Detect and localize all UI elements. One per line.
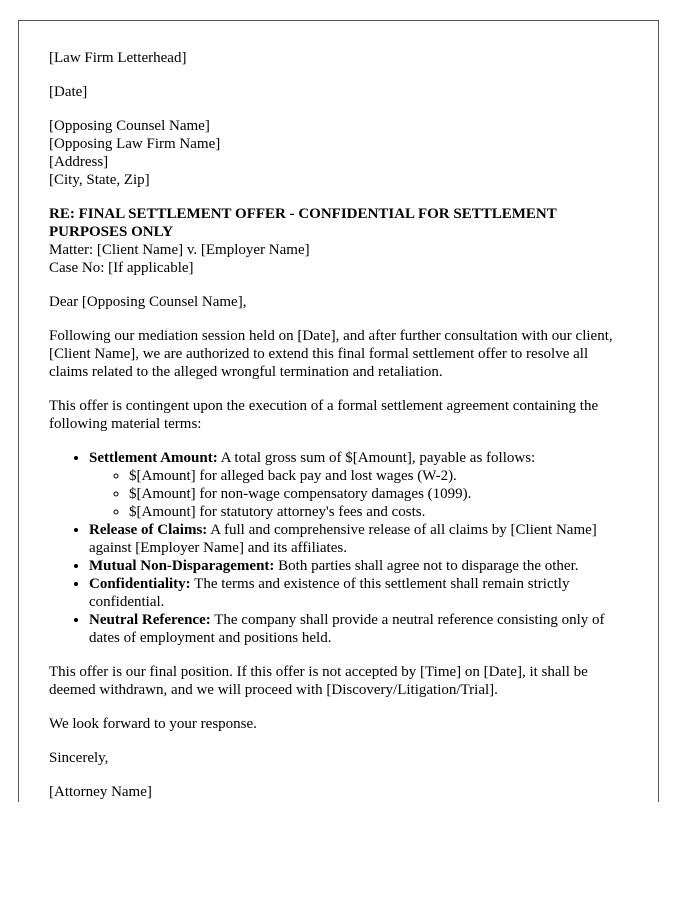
- term-label: Mutual Non-Disparagement:: [89, 558, 275, 574]
- recipient-name: [Opposing Counsel Name]: [49, 118, 210, 134]
- letterhead: [Law Firm Letterhead]: [49, 50, 187, 66]
- term-text: The terms and existence of this settlement shall remain strictly confidential.: [89, 576, 570, 610]
- list-item: ◦ $[Amount] for statutory attorney's fees and costs.: [129, 503, 628, 521]
- settlement-terms-list: [49, 449, 628, 647]
- term-label: Confidentiality:: [89, 576, 191, 592]
- body-paragraph-2: This offer is contingent upon the execution of a formal settlement agreement containing the following material terms:: [49, 398, 599, 432]
- list-item: [89, 557, 628, 575]
- subject-block: [49, 205, 628, 277]
- recipient-block: [49, 117, 628, 189]
- case-number-line: Case No: [If applicable]: [49, 260, 194, 276]
- recipient-firm: [Opposing Law Firm Name]: [49, 136, 221, 152]
- term-text: A full and comprehensive release of all claims by [Client Name] against [Employer Name] and its affiliates.: [89, 522, 597, 556]
- letter-page: [18, 20, 659, 802]
- list-item: ◦ $[Amount] for alleged back pay and lost wages (W-2).: [129, 467, 628, 485]
- term-text: The company shall provide a neutral reference consisting only of dates of employment and positions held.: [89, 612, 605, 646]
- list-item: [89, 449, 628, 521]
- closing: Sincerely,: [49, 750, 109, 766]
- recipient-address: [Address]: [49, 154, 109, 170]
- term-label: Settlement Amount:: [89, 450, 218, 466]
- letter-date: [Date]: [49, 84, 88, 100]
- re-line: RE: FINAL SETTLEMENT OFFER - CONFIDENTIAL FOR SETTLEMENT PURPOSES ONLY: [49, 206, 557, 240]
- list-item: [89, 575, 628, 611]
- term-label: Neutral Reference:: [89, 612, 211, 628]
- salutation: Dear [Opposing Counsel Name],: [49, 294, 247, 310]
- list-item: ◦ $[Amount] for non-wage compensatory damages (1099).: [129, 485, 628, 503]
- body-paragraph-3: This offer is our final position. If this offer is not accepted by [Time] on [Date], it shall be deemed withdrawn, and we will proceed with [Discovery/Litigation/Trial].: [49, 664, 588, 698]
- body-paragraph-1: Following our mediation session held on [Date], and after further consultation with our client, [Client Name], we are authorized to extend this final formal settlement offer to resolve all claims related to the alleged wrongful termination and retaliation.: [49, 328, 613, 380]
- list-item: [89, 611, 628, 647]
- term-text: A total gross sum of $[Amount], payable as follows:: [217, 450, 536, 466]
- term-text: Both parties shall agree not to disparage the other.: [274, 558, 579, 574]
- term-label: Release of Claims:: [89, 522, 208, 538]
- body-paragraph-4: We look forward to your response.: [49, 716, 257, 732]
- signature: [Attorney Name]: [49, 784, 152, 800]
- recipient-city-state-zip: [City, State, Zip]: [49, 172, 150, 188]
- payment-breakdown-list: [89, 467, 628, 521]
- list-item: [89, 521, 628, 557]
- matter-line: Matter: [Client Name] v. [Employer Name]: [49, 242, 310, 258]
